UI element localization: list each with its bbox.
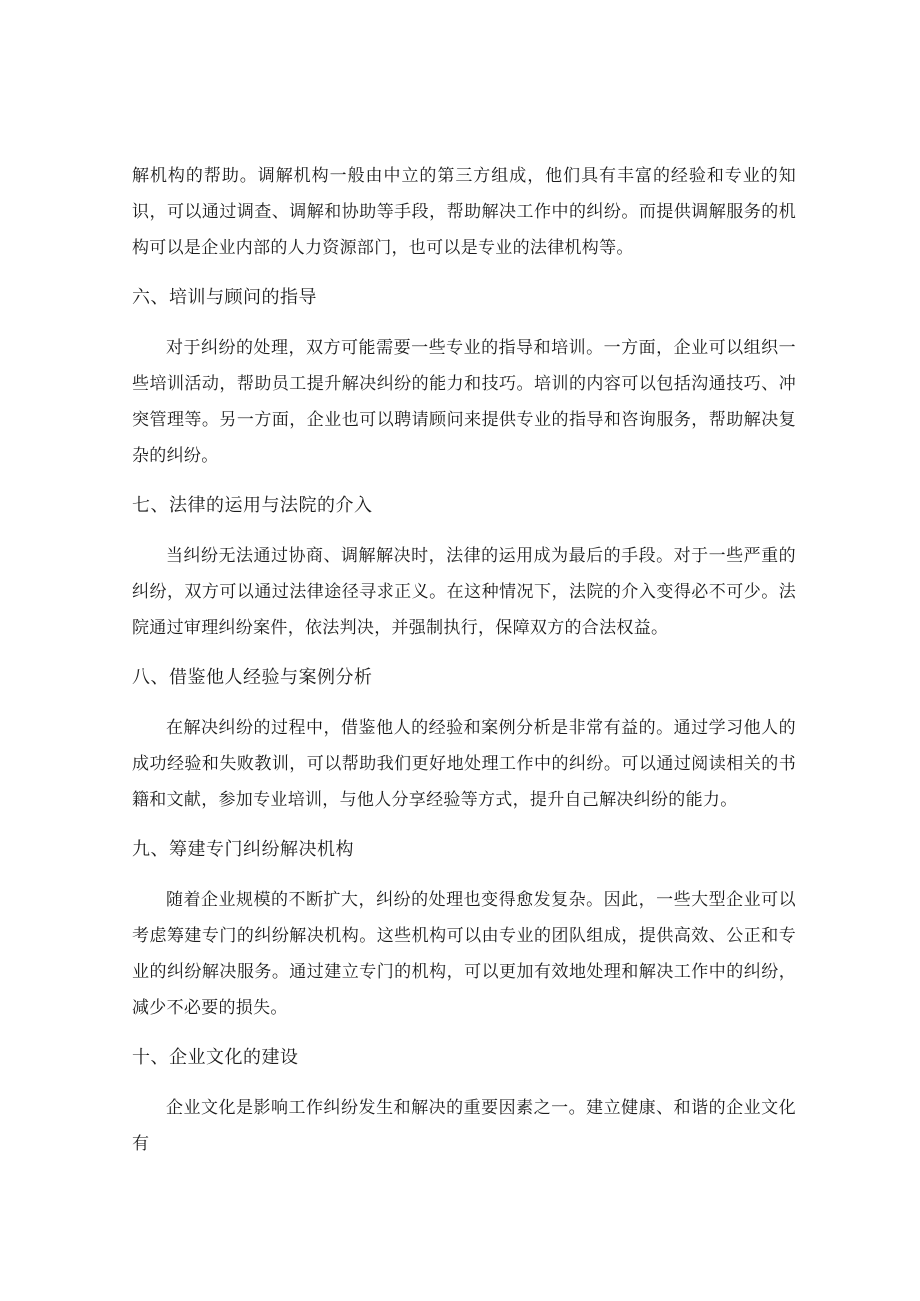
section-heading-8: 八、借鉴他人经验与案例分析 — [132, 667, 373, 688]
section-heading-10: 十、企业文化的建设 — [132, 1047, 299, 1068]
section-heading-9: 九、筹建专门纠纷解决机构 — [132, 839, 354, 860]
section-heading-6: 六、培训与顾问的指导 — [132, 287, 317, 308]
section-paragraph-9: 随着企业规模的不断扩大，纠纷的处理也变得愈发复杂。因此，一些大型企业可以考虑筹建专门的纠纷解决机构。这些机构可以由专业的团队组成，提供高效、公正和专业的纠纷解决服务。通过建立专门的机构，可以更加有效地处理和解决工作中的纠纷，减少不必要的损失。 — [132, 890, 796, 1018]
intro-paragraph: 解机构的帮助。调解机构一般由中立的第三方组成，他们具有丰富的经验和专业的知识，可以通过调查、调解和协助等手段，帮助解决工作中的纠纷。而提供调解服务的机构可以是企业内部的人力资源部门，也可以是专业的法律机构等。 — [132, 166, 796, 258]
section-paragraph-7: 当纠纷无法通过协商、调解解决时，法律的运用成为最后的手段。对于一些严重的纠纷，双方可以通过法律途径寻求正义。在这种情况下，法院的介入变得必不可少。法院通过审理纠纷案件，依法判决，并强制执行，保障双方的合法权益。 — [132, 546, 796, 638]
section-heading-7: 七、法律的运用与法院的介入 — [132, 495, 373, 516]
document-body — [132, 158, 796, 1162]
section-paragraph-6: 对于纠纷的处理，双方可能需要一些专业的指导和培训。一方面，企业可以组织一些培训活动，帮助员工提升解决纠纷的能力和技巧。培训的内容可以包括沟通技巧、冲突管理等。另一方面，企业也可以聘请顾问来提供专业的指导和咨询服务，帮助解决复杂的纠纷。 — [132, 338, 796, 466]
section-paragraph-8: 在解决纠纷的过程中，借鉴他人的经验和案例分析是非常有益的。通过学习他人的成功经验和失败教训，可以帮助我们更好地处理工作中的纠纷。可以通过阅读相关的书籍和文献，参加专业培训，与他人分享经验等方式，提升自己解决纠纷的能力。 — [132, 718, 796, 810]
section-paragraph-10: 企业文化是影响工作纠纷发生和解决的重要因素之一。建立健康、和谐的企业文化有 — [132, 1098, 796, 1154]
